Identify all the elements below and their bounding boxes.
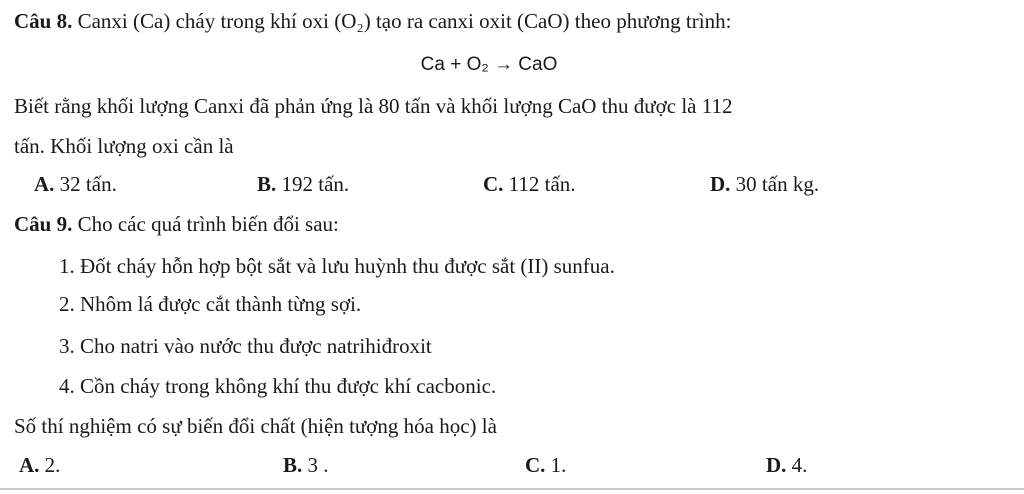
q9-label: Câu 9. [14, 212, 73, 236]
q9-option-d[interactable] [766, 452, 807, 478]
q8-option-a[interactable] [34, 171, 117, 197]
q9-item-4: 4. Cồn cháy trong không khí thu được khí cacbonic. [59, 374, 497, 398]
q8-option-c[interactable] [483, 171, 576, 197]
q9-option-c-letter: C. [525, 453, 546, 477]
q9-option-b-letter: B. [283, 453, 303, 477]
bottom-divider [0, 488, 1024, 490]
q8-label: Câu 8. [14, 9, 73, 33]
q8-option-a-letter: A. [34, 172, 55, 196]
q9-option-a-text: 2. [44, 453, 61, 477]
q8-option-d[interactable] [710, 171, 819, 197]
q8-equation: Ca + O₂ → CaO [420, 54, 558, 75]
q8-option-d-text: 30 tấn kg. [735, 172, 820, 196]
q9-heading [14, 211, 339, 237]
q8-option-b-text: 192 tấn. [281, 172, 350, 196]
q8-option-c-letter: C. [483, 172, 504, 196]
q8-option-b-letter: B. [257, 172, 277, 196]
q8-option-a-text: 32 tấn. [59, 172, 117, 196]
q8-option-d-letter: D. [710, 172, 731, 196]
q8-option-b[interactable] [257, 171, 349, 197]
q8-body-line1: Biết rằng khối lượng Canxi đã phản ứng là 80 tấn và khối lượng CaO thu được là 112 [14, 94, 733, 118]
q9-option-d-letter: D. [766, 453, 787, 477]
q9-option-b[interactable] [283, 452, 329, 478]
q9-question: Số thí nghiệm có sự biến đổi chất (hiện tượng hóa học) là [14, 414, 497, 438]
q9-option-c[interactable] [525, 452, 566, 478]
q9-option-a[interactable] [19, 452, 60, 478]
q9-option-d-text: 4. [791, 453, 808, 477]
q9-option-b-text: 3 . [307, 453, 329, 477]
q8-body-line2: tấn. Khối lượng oxi cần là [14, 134, 234, 158]
q9-option-c-text: 1. [550, 453, 567, 477]
q9-option-a-letter: A. [19, 453, 40, 477]
q8-option-c-text: 112 tấn. [508, 172, 576, 196]
q9-item-3: 3. Cho natri vào nước thu được natrihiđroxit [59, 334, 432, 358]
q9-item-1: 1. Đốt cháy hỗn hợp bột sắt và lưu huỳnh thu được sắt (II) sunfua. [59, 254, 615, 278]
q8-heading [14, 8, 731, 34]
q8-text: Canxi (Ca) cháy trong khí oxi (O₂) tạo ra canxi oxit (CaO) theo phương trình: [77, 9, 732, 33]
q9-item-2: 2. Nhôm lá được cắt thành từng sợi. [59, 292, 362, 316]
q9-text: Cho các quá trình biến đổi sau: [77, 212, 339, 236]
